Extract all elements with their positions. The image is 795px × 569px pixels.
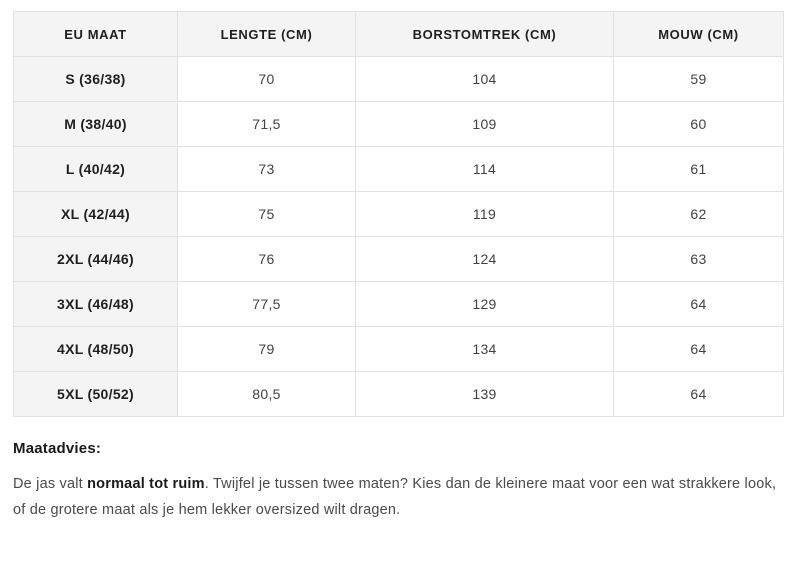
- size-advice-paragraph: [13, 472, 785, 523]
- table-row: [14, 57, 784, 102]
- size-cell: 4XL (48/50): [14, 327, 178, 372]
- chest-cell: 114: [356, 147, 614, 192]
- length-cell: 73: [178, 147, 356, 192]
- size-cell: 5XL (50/52): [14, 372, 178, 417]
- length-cell: 75: [178, 192, 356, 237]
- advice-text-rest: . Twijfel je tussen twee maten? Kies dan de kleinere maat voor een wat strakkere look, of de grotere maat als je hem lekker oversized wilt dragen.: [13, 476, 777, 518]
- length-cell: 76: [178, 237, 356, 282]
- size-cell: 2XL (44/46): [14, 237, 178, 282]
- sleeve-cell: 63: [614, 237, 784, 282]
- table-row: [14, 237, 784, 282]
- size-cell: S (36/38): [14, 57, 178, 102]
- chest-cell: 119: [356, 192, 614, 237]
- chest-cell: 129: [356, 282, 614, 327]
- sleeve-cell: 64: [614, 282, 784, 327]
- advice-text-start: De jas valt: [13, 476, 88, 492]
- table-row: [14, 372, 784, 417]
- size-chart-table: [13, 11, 784, 417]
- length-cell: 77,5: [178, 282, 356, 327]
- sleeve-cell: 59: [614, 57, 784, 102]
- column-header-eu-maat: EU MAAT: [14, 12, 178, 57]
- table-row: [14, 102, 784, 147]
- table-header-row: [14, 12, 784, 57]
- sleeve-cell: 61: [614, 147, 784, 192]
- size-advice-heading: Maatadvies:: [13, 440, 102, 457]
- sleeve-cell: 62: [614, 192, 784, 237]
- sleeve-cell: 64: [614, 327, 784, 372]
- chest-cell: 139: [356, 372, 614, 417]
- length-cell: 71,5: [178, 102, 356, 147]
- chest-cell: 134: [356, 327, 614, 372]
- size-cell: L (40/42): [14, 147, 178, 192]
- sleeve-cell: 60: [614, 102, 784, 147]
- length-cell: 70: [178, 57, 356, 102]
- size-cell: 3XL (46/48): [14, 282, 178, 327]
- table-row: [14, 147, 784, 192]
- column-header-mouw: MOUW (CM): [614, 12, 784, 57]
- table-row: [14, 192, 784, 237]
- advice-fit-bold: normaal tot ruim: [87, 476, 205, 492]
- length-cell: 80,5: [178, 372, 356, 417]
- size-cell: XL (42/44): [14, 192, 178, 237]
- chest-cell: 104: [356, 57, 614, 102]
- length-cell: 79: [178, 327, 356, 372]
- table-row: [14, 327, 784, 372]
- chest-cell: 109: [356, 102, 614, 147]
- column-header-lengte: LENGTE (CM): [178, 12, 356, 57]
- size-chart-page: [0, 11, 795, 569]
- table-row: [14, 282, 784, 327]
- column-header-borstomtrek: BORSTOMTREK (CM): [356, 12, 614, 57]
- size-cell: M (38/40): [14, 102, 178, 147]
- chest-cell: 124: [356, 237, 614, 282]
- sleeve-cell: 64: [614, 372, 784, 417]
